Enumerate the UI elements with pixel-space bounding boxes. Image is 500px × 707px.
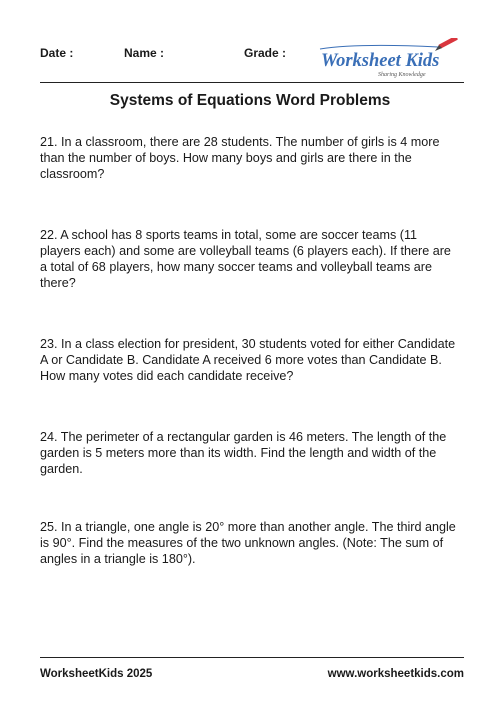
date-label: Date : <box>40 46 74 60</box>
header-rule <box>40 82 464 83</box>
grade-label: Grade : <box>244 46 287 60</box>
footer-rule <box>40 657 464 658</box>
logo-swoosh <box>320 45 438 49</box>
pencil-icon <box>435 38 458 51</box>
logo-tagline: Sharing Knowledge <box>378 72 426 78</box>
problem-23: 23. In a class election for president, 30 students voted for either Candidate A or Candidate B. Candidate A received 6 more votes than Candidate B. How many votes did each candidate receive? <box>40 337 456 383</box>
problem-24: 24. The perimeter of a rectangular garden is 46 meters. The length of the garden is 5 meters more than its width. Find the length and width of the garden. <box>40 430 447 476</box>
problem-22: 22. A school has 8 sports teams in total, some are soccer teams (11 players each) and some are volleyball teams (6 players each). If there are a total of 68 players, how many soccer teams and volleyball teams are there? <box>40 228 451 290</box>
footer-copyright: WorksheetKids 2025 <box>40 668 153 680</box>
problem-25: 25. In a triangle, one angle is 20° more than another angle. The third angle is 90°. Find the measures of the two unknown angles. (Note: The sum of angles in a triangle is 180°). <box>40 520 456 566</box>
problem-21: 21. In a classroom, there are 28 students. The number of girls is 4 more than the number of boys. How many boys and girls are there in the classroom? <box>40 135 440 181</box>
page-title: Systems of Equations Word Problems <box>109 92 391 109</box>
worksheet-kids-logo <box>318 38 466 80</box>
logo-text: Worksheet Kids <box>321 51 440 71</box>
footer-website-link[interactable]: www.worksheetkids.com <box>327 668 464 680</box>
name-label: Name : <box>124 46 165 60</box>
